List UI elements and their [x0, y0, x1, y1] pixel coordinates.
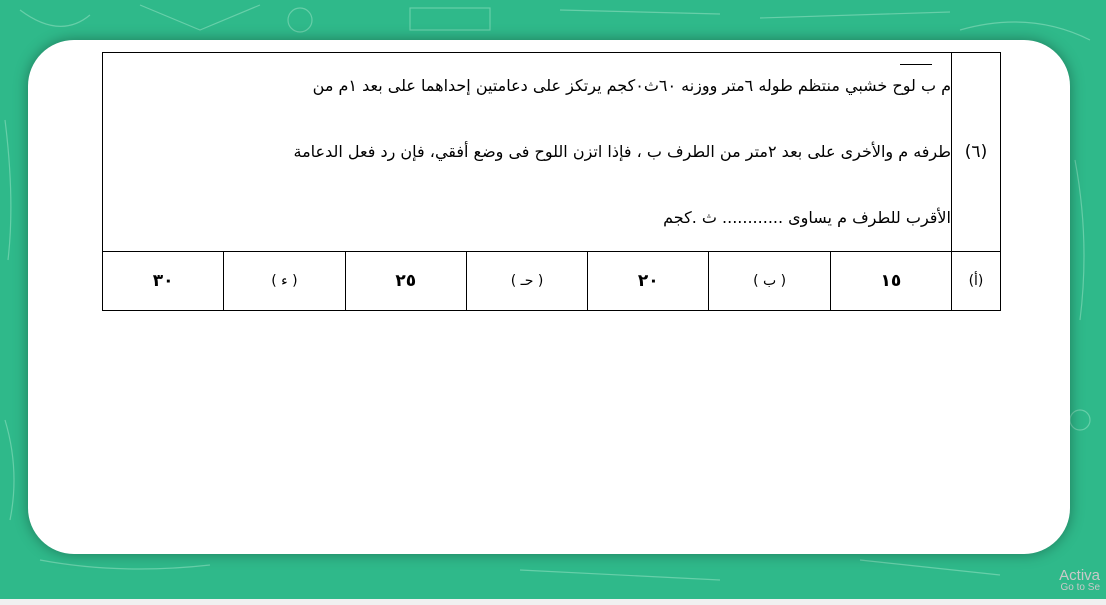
option-d-label[interactable]: ( ء ) [224, 252, 345, 311]
watermark-title: Activa [1059, 567, 1100, 584]
option-a-label[interactable]: (أ) [952, 252, 1001, 311]
question-statement [103, 53, 952, 252]
statement-line-2: طرفه م والأخرى على بعد ٢متر من الطرف ب ، فإذا اتزن اللوح فى وضع أفقي، فإن رد فعل الدعامة [293, 142, 951, 161]
question-row [103, 53, 1001, 252]
option-b-value[interactable]: ٢٠ [588, 252, 709, 311]
question-number: (٦) [952, 53, 1001, 252]
options-row [103, 252, 1001, 311]
watermark-subtitle: Go to Se [1060, 582, 1100, 593]
option-c-label[interactable]: ( حـ ) [466, 252, 587, 311]
option-d-value[interactable]: ٣٠ [103, 252, 224, 311]
statement-line-1: م ب لوح خشبي منتظم طوله ٦متر ووزنه ٦٠ث٠كجم يرتكز على دعامتين إحداهما على بعد ١م من [312, 76, 951, 95]
question-table [102, 52, 1001, 311]
option-b-label[interactable]: ( ب ) [709, 252, 830, 311]
overbar-mark [900, 64, 932, 65]
statement-line-3: الأقرب للطرف م يساوى ............ ث .كجم [663, 208, 951, 227]
option-a-value[interactable]: ١٥ [830, 252, 951, 311]
option-c-value[interactable]: ٢٥ [345, 252, 466, 311]
bottom-strip [0, 599, 1106, 605]
activate-windows-watermark [1059, 567, 1100, 593]
